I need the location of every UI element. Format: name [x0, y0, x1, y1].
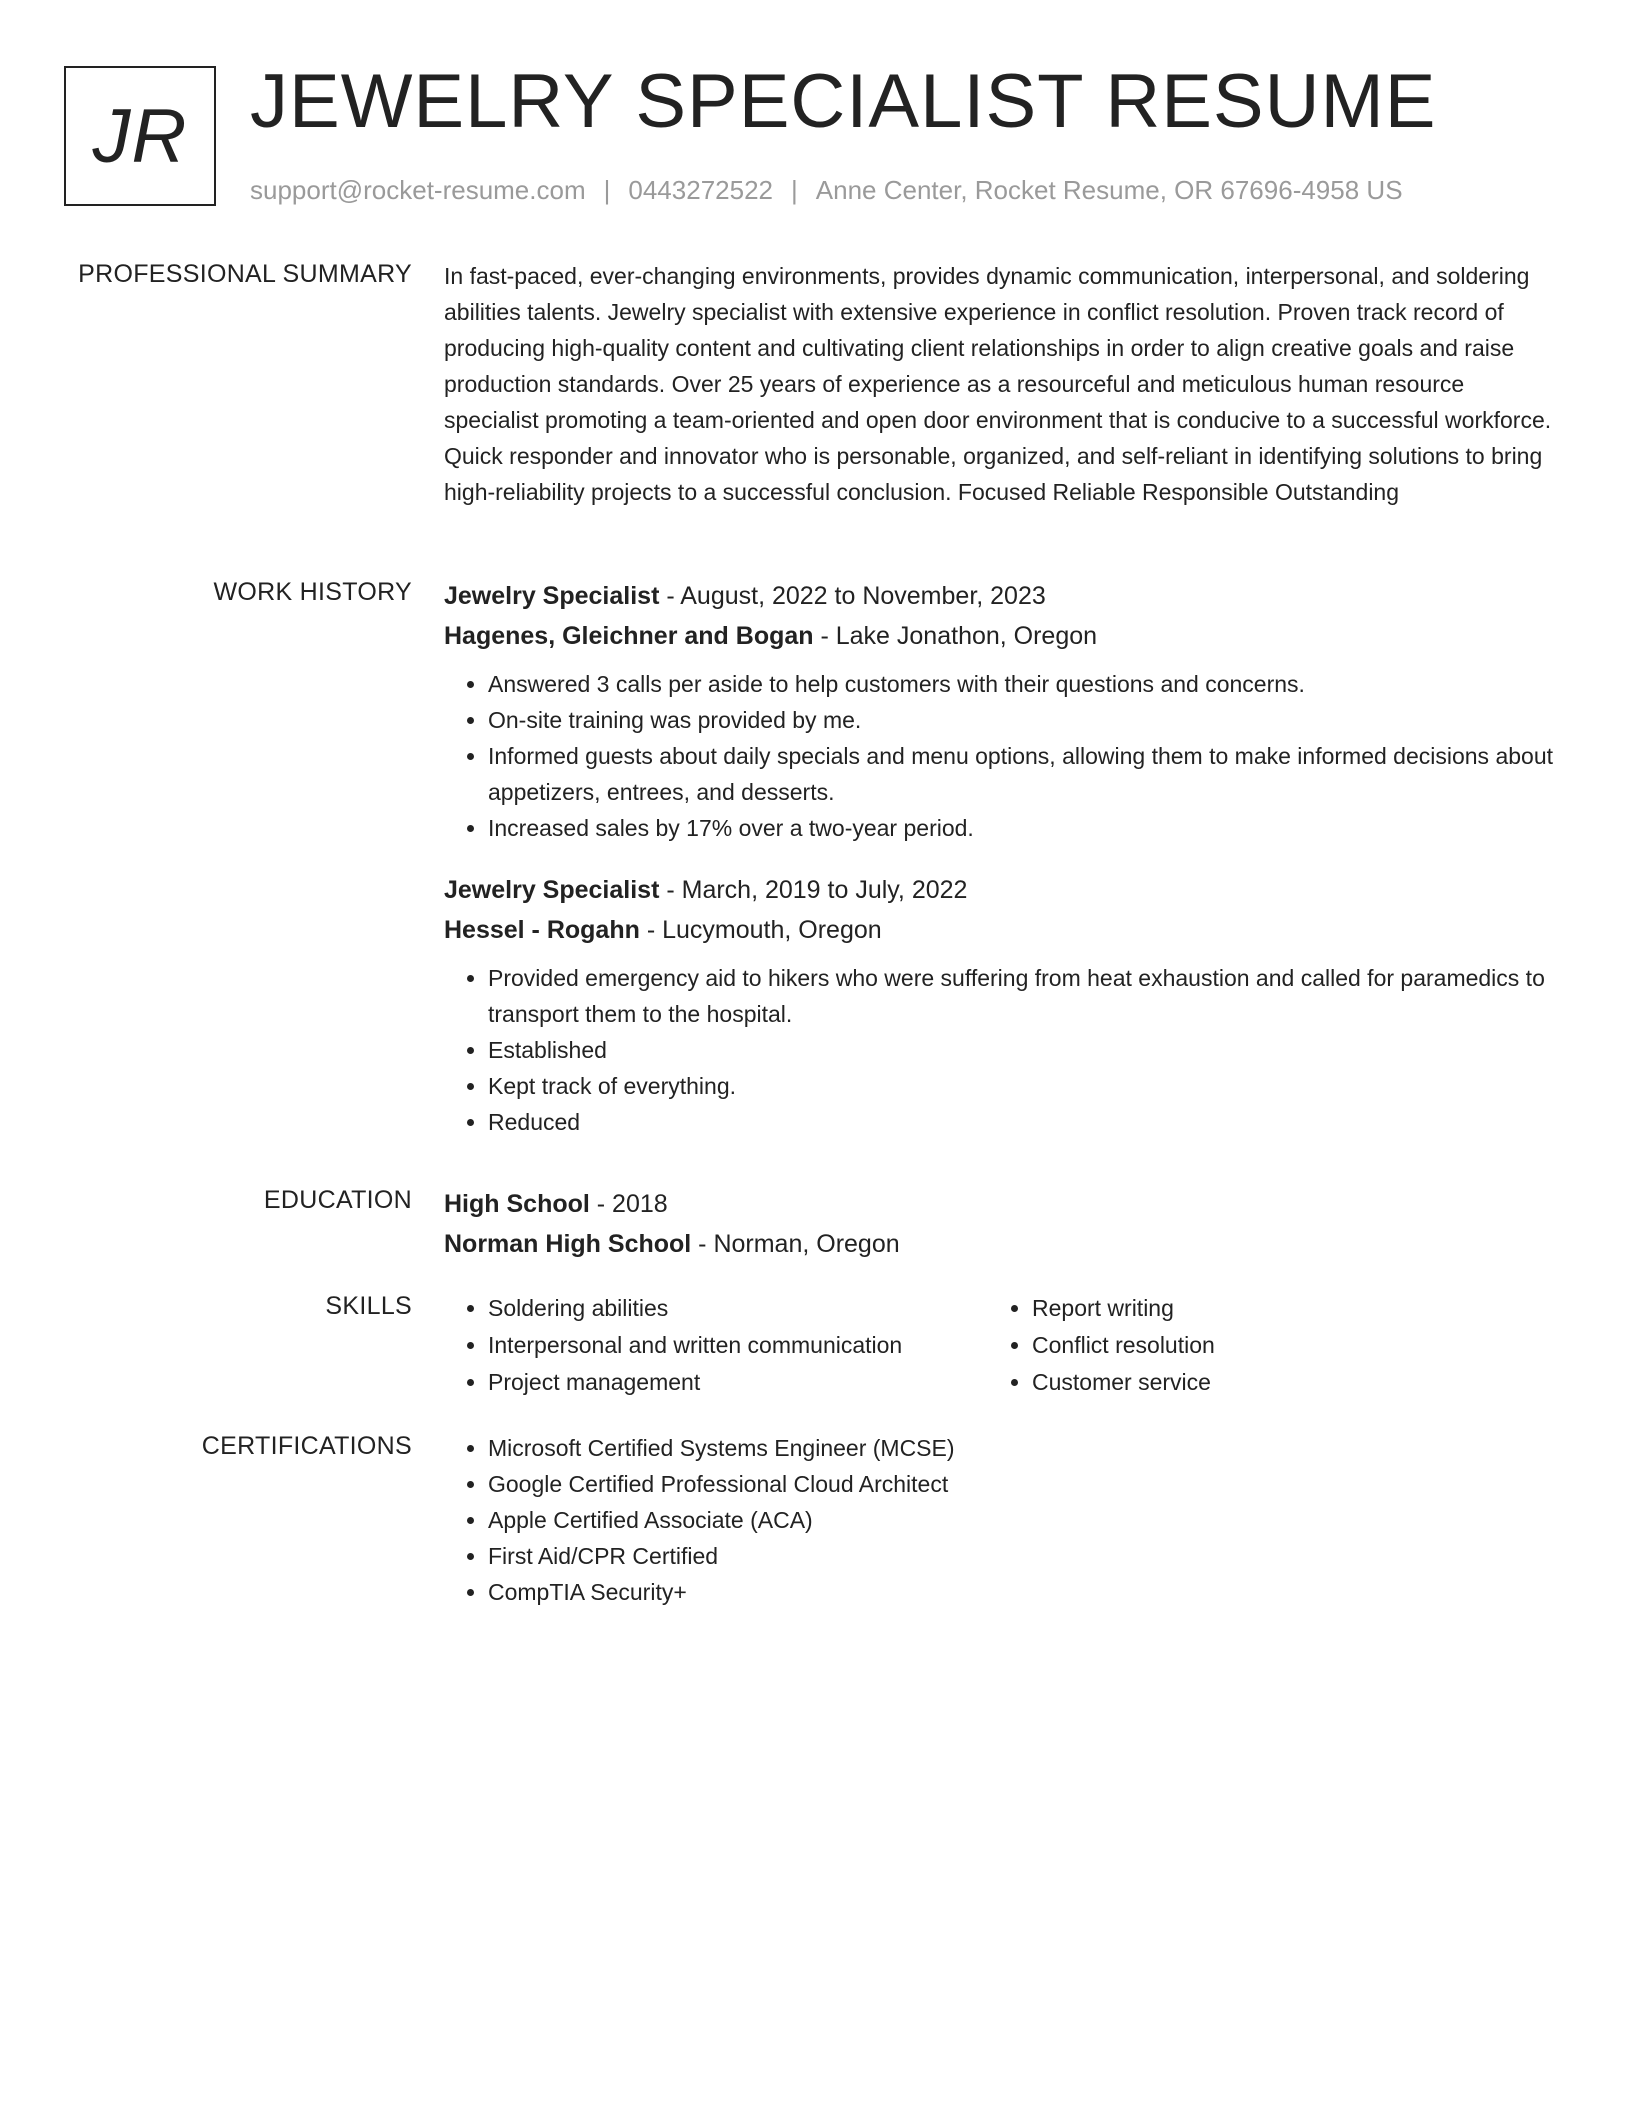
job-company-line — [444, 910, 1564, 950]
job-bullet: • Provided emergency aid to hikers who were suffering from heat exhaustion and called for paramedics to transport them to the hospital. — [488, 960, 1564, 1032]
contact-phone[interactable]: 0443272522 — [628, 175, 773, 205]
contact-line — [250, 172, 1403, 208]
skill-item: • Project management — [488, 1364, 988, 1401]
education-school: Norman High School — [444, 1230, 692, 1258]
skills-column — [988, 1290, 1432, 1401]
job-location: - Lucymouth, Oregon — [639, 916, 882, 944]
skill-item: • Soldering abilities — [488, 1290, 988, 1327]
job-title-line — [444, 870, 1564, 910]
skills-column — [444, 1290, 988, 1401]
job-bullet: • Answered 3 calls per aside to help customers with their questions and concerns. — [488, 666, 1564, 702]
monogram-initials: JR — [92, 93, 188, 179]
education-degree: High School — [444, 1190, 590, 1218]
job-dates: - August, 2022 to November, 2023 — [659, 582, 1046, 610]
summary-text: In fast-paced, ever-changing environments, provides dynamic communication, interpersonal, and soldering abilities talents. Jewelry specialist with extensive experience in conflict resolution. Proven track record of producing high-quality content and cultivating client relationships in order to align creative goals and raise production standards. Over 25 years of experience as a resourceful and meticulous human resource specialist promoting a team-oriented and open door environment that is conducive to a successful workforce. Quick responder and innovator who is personable, organized, and self-reliant in identifying solutions to bring high-reliability projects to a successful conclusion. Focused Reliable Responsible Outstanding — [444, 263, 1552, 505]
summary-body — [444, 258, 1564, 510]
job-title: Jewelry Specialist — [444, 876, 660, 904]
certification-item: • Microsoft Certified Systems Engineer (MCSE) — [488, 1430, 1564, 1466]
job-entry — [444, 576, 1564, 846]
certification-item: • First Aid/CPR Certified — [488, 1538, 1564, 1574]
job-bullet: • Informed guests about daily specials and menu options, allowing them to make informed decisions about appetizers, entrees, and desserts. — [488, 738, 1564, 810]
education-body — [444, 1184, 1564, 1264]
skills-body — [444, 1290, 1564, 1401]
certifications-body — [444, 1430, 1564, 1610]
education-degree-line — [444, 1184, 1564, 1224]
section-heading: PROFESSIONAL SUMMARY — [78, 260, 412, 288]
job-dates: - March, 2019 to July, 2022 — [659, 876, 968, 904]
skill-item: • Customer service — [1032, 1364, 1432, 1401]
contact-address: Anne Center, Rocket Resume, OR 67696-4958 US — [815, 175, 1403, 205]
job-bullet: • Increased sales by 17% over a two-year period. — [488, 810, 1564, 846]
job-bullets — [444, 666, 1564, 846]
section-heading: SKILLS — [325, 1292, 412, 1320]
work-history-body — [444, 576, 1564, 1140]
resume-title: JEWELRY SPECIALIST RESUME — [250, 59, 1437, 144]
education-location: - Norman, Oregon — [691, 1230, 900, 1258]
job-entry — [444, 870, 1564, 1140]
skill-item: • Conflict resolution — [1032, 1327, 1432, 1364]
contact-separator: | — [791, 175, 798, 205]
job-title: Jewelry Specialist — [444, 582, 660, 610]
education-school-line — [444, 1224, 1564, 1264]
job-title-line — [444, 576, 1564, 616]
certification-item: • Google Certified Professional Cloud Architect — [488, 1466, 1564, 1502]
section-heading: WORK HISTORY — [213, 578, 412, 606]
job-bullet: • Established — [488, 1032, 1564, 1068]
job-bullet: • Reduced — [488, 1104, 1564, 1140]
job-company: Hessel - Rogahn — [444, 916, 640, 944]
contact-email[interactable]: support@rocket-resume.com — [250, 175, 586, 205]
skill-item: • Interpersonal and written communication — [488, 1327, 988, 1364]
job-bullet: • On-site training was provided by me. — [488, 702, 1564, 738]
section-heading: EDUCATION — [263, 1186, 412, 1214]
job-bullets — [444, 960, 1564, 1140]
job-bullet: • Kept track of everything. — [488, 1068, 1564, 1104]
education-year: - 2018 — [589, 1190, 668, 1218]
job-company-line — [444, 616, 1564, 656]
job-location: - Lake Jonathon, Oregon — [813, 622, 1098, 650]
certification-item: • Apple Certified Associate (ACA) — [488, 1502, 1564, 1538]
skill-item: • Report writing — [1032, 1290, 1432, 1327]
monogram-box — [64, 66, 216, 206]
certification-list — [444, 1430, 1564, 1610]
certification-item: • CompTIA Security+ — [488, 1574, 1564, 1610]
contact-separator: | — [603, 175, 611, 205]
job-company: Hagenes, Gleichner and Bogan — [444, 622, 814, 650]
section-heading: CERTIFICATIONS — [201, 1432, 412, 1460]
